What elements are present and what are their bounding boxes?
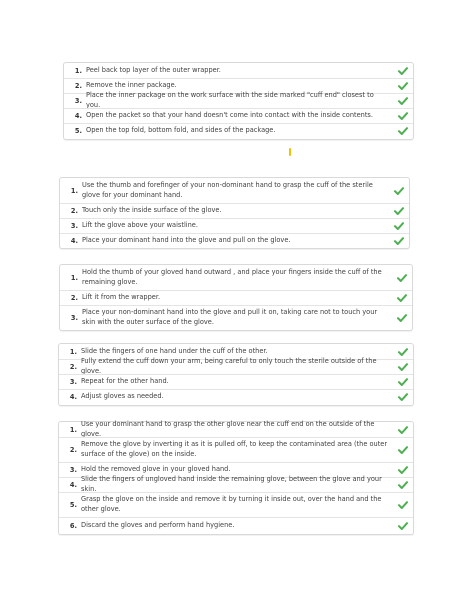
step-number: 2. <box>69 363 77 371</box>
check-mark-icon <box>393 112 413 120</box>
step-text: Place your dominant hand into the glove and pull on the glove. <box>82 236 291 245</box>
step-number: 4. <box>69 393 77 401</box>
checklist-item <box>59 437 413 462</box>
check-mark-icon <box>393 446 413 454</box>
checklist-item <box>60 305 412 330</box>
step-number: 2. <box>69 446 77 454</box>
step-text: Open the top fold, bottom fold, and sides of the package. <box>86 126 276 135</box>
step-number: 3. <box>70 314 78 322</box>
step-number: 4. <box>69 481 77 489</box>
checklist-item <box>60 178 409 203</box>
checklist-item <box>60 265 412 290</box>
checklist-item <box>59 359 413 374</box>
step-number: 3. <box>70 222 78 230</box>
step-number: 1. <box>70 186 78 195</box>
check-mark-icon <box>389 187 409 195</box>
text-cursor-marker <box>289 148 291 156</box>
checklist-item <box>64 93 413 108</box>
check-mark-icon <box>389 207 409 215</box>
step-text: Place your non-dominant hand into the glove and pull it on, taking care not to touch your skin with the outer surface of the glove. <box>82 308 378 326</box>
step-text: Touch only the inside surface of the glove. <box>82 206 222 215</box>
step-number: 4. <box>74 112 82 120</box>
check-mark-icon <box>392 294 412 302</box>
checklist-item <box>59 492 413 517</box>
checklist-item <box>64 108 413 123</box>
checklist-item <box>59 389 413 404</box>
step-text: Hold the thumb of your gloved hand outward , and place your fingers inside the cuff of the remaining glove. <box>82 267 382 286</box>
step-text: Adjust gloves as needed. <box>81 392 164 401</box>
checklist-item <box>60 203 409 218</box>
checklist-group-5 <box>58 421 414 535</box>
step-number: 1. <box>69 347 77 356</box>
step-text: Peel back top layer of the outer wrapper. <box>86 65 221 74</box>
checklist-item <box>64 63 413 78</box>
step-text: Repeat for the other hand. <box>81 377 169 386</box>
step-text: Grasp the glove on the inside and remove it by turning it inside out, over the hand and the other glove. <box>81 495 382 513</box>
step-text: Lift the glove above your waistline. <box>82 221 198 230</box>
check-mark-icon <box>393 97 413 105</box>
step-number: 3. <box>69 466 77 474</box>
checklist-item <box>59 419 413 438</box>
step-text: Remove the inner package. <box>86 81 177 90</box>
check-mark-icon <box>393 393 413 401</box>
check-mark-icon <box>393 127 413 135</box>
check-mark-icon <box>393 363 413 371</box>
step-text: Fully extend the cuff down your arm, being careful to only touch the sterile outside of the glove. <box>81 357 377 375</box>
checklist-item <box>60 218 409 233</box>
step-number: 3. <box>69 378 77 386</box>
step-number: 2. <box>74 82 82 90</box>
step-number: 6. <box>69 521 77 530</box>
step-text: Place the inner package on the work surface with the side marked "cuff end" closest to you. <box>86 91 374 109</box>
step-number: 3. <box>74 97 82 105</box>
step-number: 5. <box>69 501 77 509</box>
checklist-item <box>60 290 412 305</box>
step-text: Remove the glove by inverting it as it is pulled off, to keep the contaminated area (the outer surface of the glove) on the inside. <box>81 440 388 458</box>
check-mark-icon <box>393 501 413 509</box>
step-text: Hold the removed glove in your gloved hand. <box>81 465 231 474</box>
check-mark-icon <box>393 522 413 530</box>
step-number: 4. <box>70 237 78 245</box>
check-mark-icon <box>393 466 413 474</box>
step-text: Discard the gloves and perform hand hygiene. <box>81 520 235 529</box>
check-mark-icon <box>393 348 413 356</box>
check-mark-icon <box>392 274 412 282</box>
step-text: Use the thumb and forefinger of your non-dominant hand to grasp the cuff of the sterile glove for your dominant hand. <box>82 180 373 199</box>
checklist-item <box>59 517 413 533</box>
check-mark-icon <box>389 237 409 245</box>
step-number: 1. <box>70 273 78 282</box>
step-number: 5. <box>74 127 82 135</box>
check-mark-icon <box>392 314 412 322</box>
step-text: Open the packet so that your hand doesn't come into contact with the inside contents. <box>86 111 373 120</box>
step-number: 1. <box>74 66 82 75</box>
step-text: Use your dominant hand to grasp the other glove near the cuff end on the outside of the glove. <box>81 419 375 438</box>
check-mark-icon <box>393 378 413 386</box>
checklist-item <box>60 233 409 248</box>
checklist-group-4 <box>58 343 414 406</box>
checklist-item <box>59 477 413 492</box>
step-text: Lift it from the wrapper. <box>82 293 161 302</box>
step-number: 2. <box>70 294 78 302</box>
step-text: Slide the fingers of one hand under the cuff of the other. <box>81 346 268 355</box>
checklist-group-1 <box>63 62 414 140</box>
check-mark-icon <box>393 481 413 489</box>
checklist-group-2 <box>59 177 410 249</box>
checklist-item <box>64 123 413 138</box>
checklist-group-3 <box>59 264 413 331</box>
step-text: Slide the fingers of ungloved hand inside the remaining glove, between the glove and your skin. <box>81 475 382 493</box>
checklist-item <box>59 374 413 389</box>
check-mark-icon <box>393 426 413 434</box>
check-mark-icon <box>389 222 409 230</box>
check-mark-icon <box>393 67 413 75</box>
check-mark-icon <box>393 82 413 90</box>
step-number: 2. <box>70 207 78 215</box>
step-number: 1. <box>69 425 77 434</box>
